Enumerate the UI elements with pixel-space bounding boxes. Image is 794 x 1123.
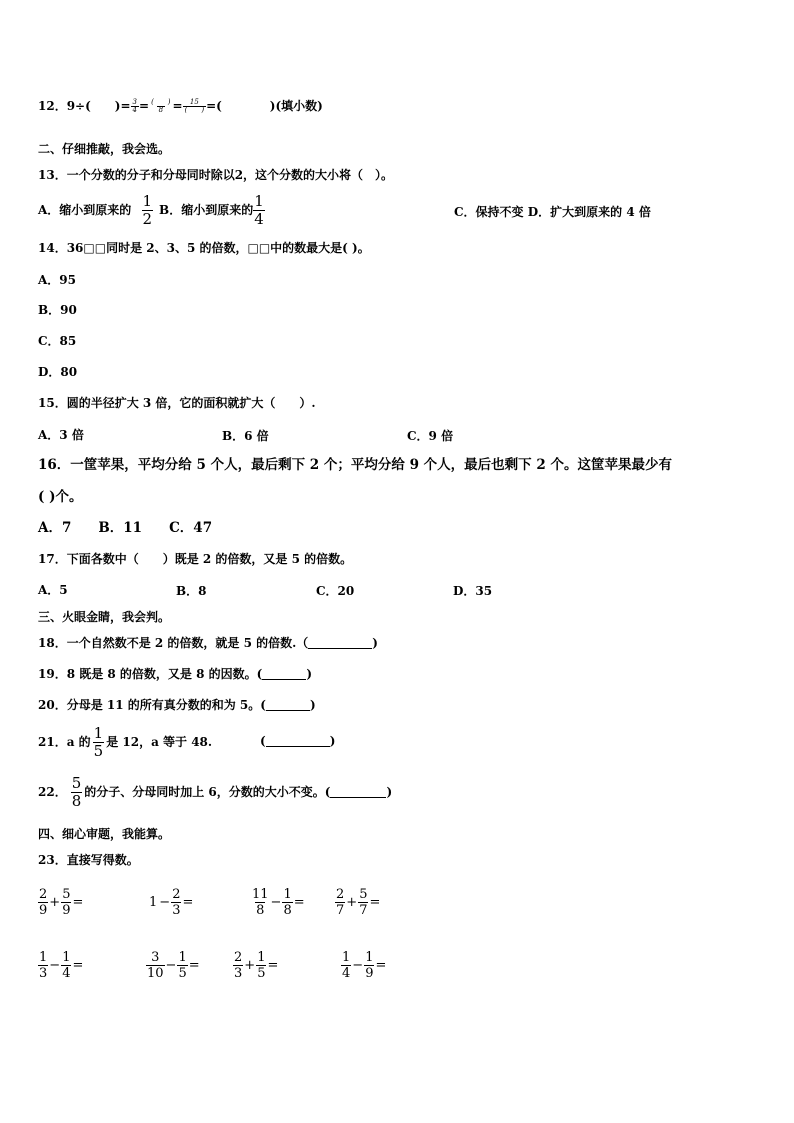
q17-option-c: C．20 [316,584,355,598]
question-13-stem: 13．一个分数的分子和分母同时除以2，这个分数的大小将（ ）。 [38,168,394,182]
q16-options: A．7 B．11 C．47 [38,520,213,536]
q13-option-a: A．缩小到原来的 [38,203,132,217]
question-17-stem: 17．下面各数中（ ）既是 2 的倍数，又是 5 的倍数。 [38,552,353,566]
question-14-stem: 14．36□□同时是 2、3、5 的倍数，□□中的数最大是( )。 [38,241,370,255]
q13-option-a-fraction: $\frac{1}{2}$ [142,192,153,228]
q14-option-a: A．95 [38,273,77,287]
q12-number: 12． [38,99,67,113]
calc-item: $\frac{2}{9}$ + $\frac{5}{9}$ = [39,887,84,918]
q15-option-a: A．3 倍 [38,428,84,442]
q21-fraction: $\frac{1}{5}$ [93,724,104,760]
calc-item: $\frac{3}{10}$ − $\frac{1}{5}$ = [147,950,200,981]
q14-option-d: D．80 [38,365,78,379]
q21-answer: ( ) [260,734,336,748]
q12-fraction-1: $\frac{3}{4}$ [132,98,137,114]
q12-lead: 9÷( )= [66,99,131,113]
q14-option-c: C．85 [38,334,77,348]
question-12: 12．9÷( )= $\frac{3}{4}$ = ( ) 8 = 15 ( ) =( )(填小数) [38,98,323,114]
question-22: 22． $\frac{5}{8}$ 的分子、分母同时加上 6，分数的大小不变。( ) [38,774,393,810]
question-16-line-1: 16．一筐苹果，平均分给 5 个人，最后剩下 2 个；平均分给 9 个人，最后也剩下 2 个。这筐苹果最少有 [38,457,672,473]
q14-option-b: B．90 [38,303,77,317]
calc-item: $\frac{2}{7}$ + $\frac{5}{7}$ = [336,887,381,918]
question-21: 21．a 的 $\frac{1}{5}$ 是 12，a 等于 48. [38,724,213,760]
q22-fraction: $\frac{5}{8}$ [71,774,82,810]
calc-item: $\frac{11}{8}$ − $\frac{1}{8}$ = [252,887,305,918]
question-20: 20．分母是 11 的所有真分数的和为 5。( ) [38,698,316,712]
q15-option-b: B．6 倍 [222,429,269,443]
calc-item: $\frac{1}{3}$ − $\frac{1}{4}$ = [39,950,84,981]
answer-blank[interactable] [330,785,386,798]
q12-fraction-3: 15 ( ) [184,98,205,114]
question-18: 18．一个自然数不是 2 的倍数，就是 5 的倍数.（ ) [38,636,378,650]
section-4-heading: 四、细心审题，我能算。 [38,827,171,841]
q13-option-b: B．缩小到原来的 [159,203,254,217]
q13-option-b-fraction: $\frac{1}{4}$ [254,192,264,228]
question-13-options [38,190,265,230]
q15-option-c: C．9 倍 [407,429,454,443]
answer-blank[interactable] [308,636,372,649]
section-3-heading: 三、火眼金睛，我会判。 [38,610,171,624]
calc-item: 1 − $\frac{2}{3}$ = [149,887,194,918]
q12-tail: =( )(填小数) [206,99,323,113]
q12-fraction-2: ( ) 8 [151,98,171,114]
q17-option-b: B．8 [176,584,207,598]
calc-item: $\frac{1}{4}$ − $\frac{1}{9}$ = [342,950,387,981]
answer-blank[interactable] [262,667,306,680]
question-19: 19．8 既是 8 的倍数，又是 8 的因数。( ) [38,667,313,681]
q17-option-d: D．35 [453,584,493,598]
calc-item: $\frac{2}{3}$ + $\frac{1}{5}$ = [234,950,279,981]
q13-options-c-d: C．保持不变 D．扩大到原来的 4 倍 [454,205,651,219]
section-2-heading: 二、仔细推敲，我会选。 [38,142,171,156]
answer-blank[interactable] [266,734,330,747]
question-15-stem: 15．圆的半径扩大 3 倍，它的面积就扩大（ ）. [38,396,316,410]
q17-option-a: A．5 [38,583,68,597]
question-23-stem: 23．直接写得数。 [38,853,139,867]
question-16-line-2: ( )个。 [38,489,83,505]
answer-blank[interactable] [266,698,310,711]
